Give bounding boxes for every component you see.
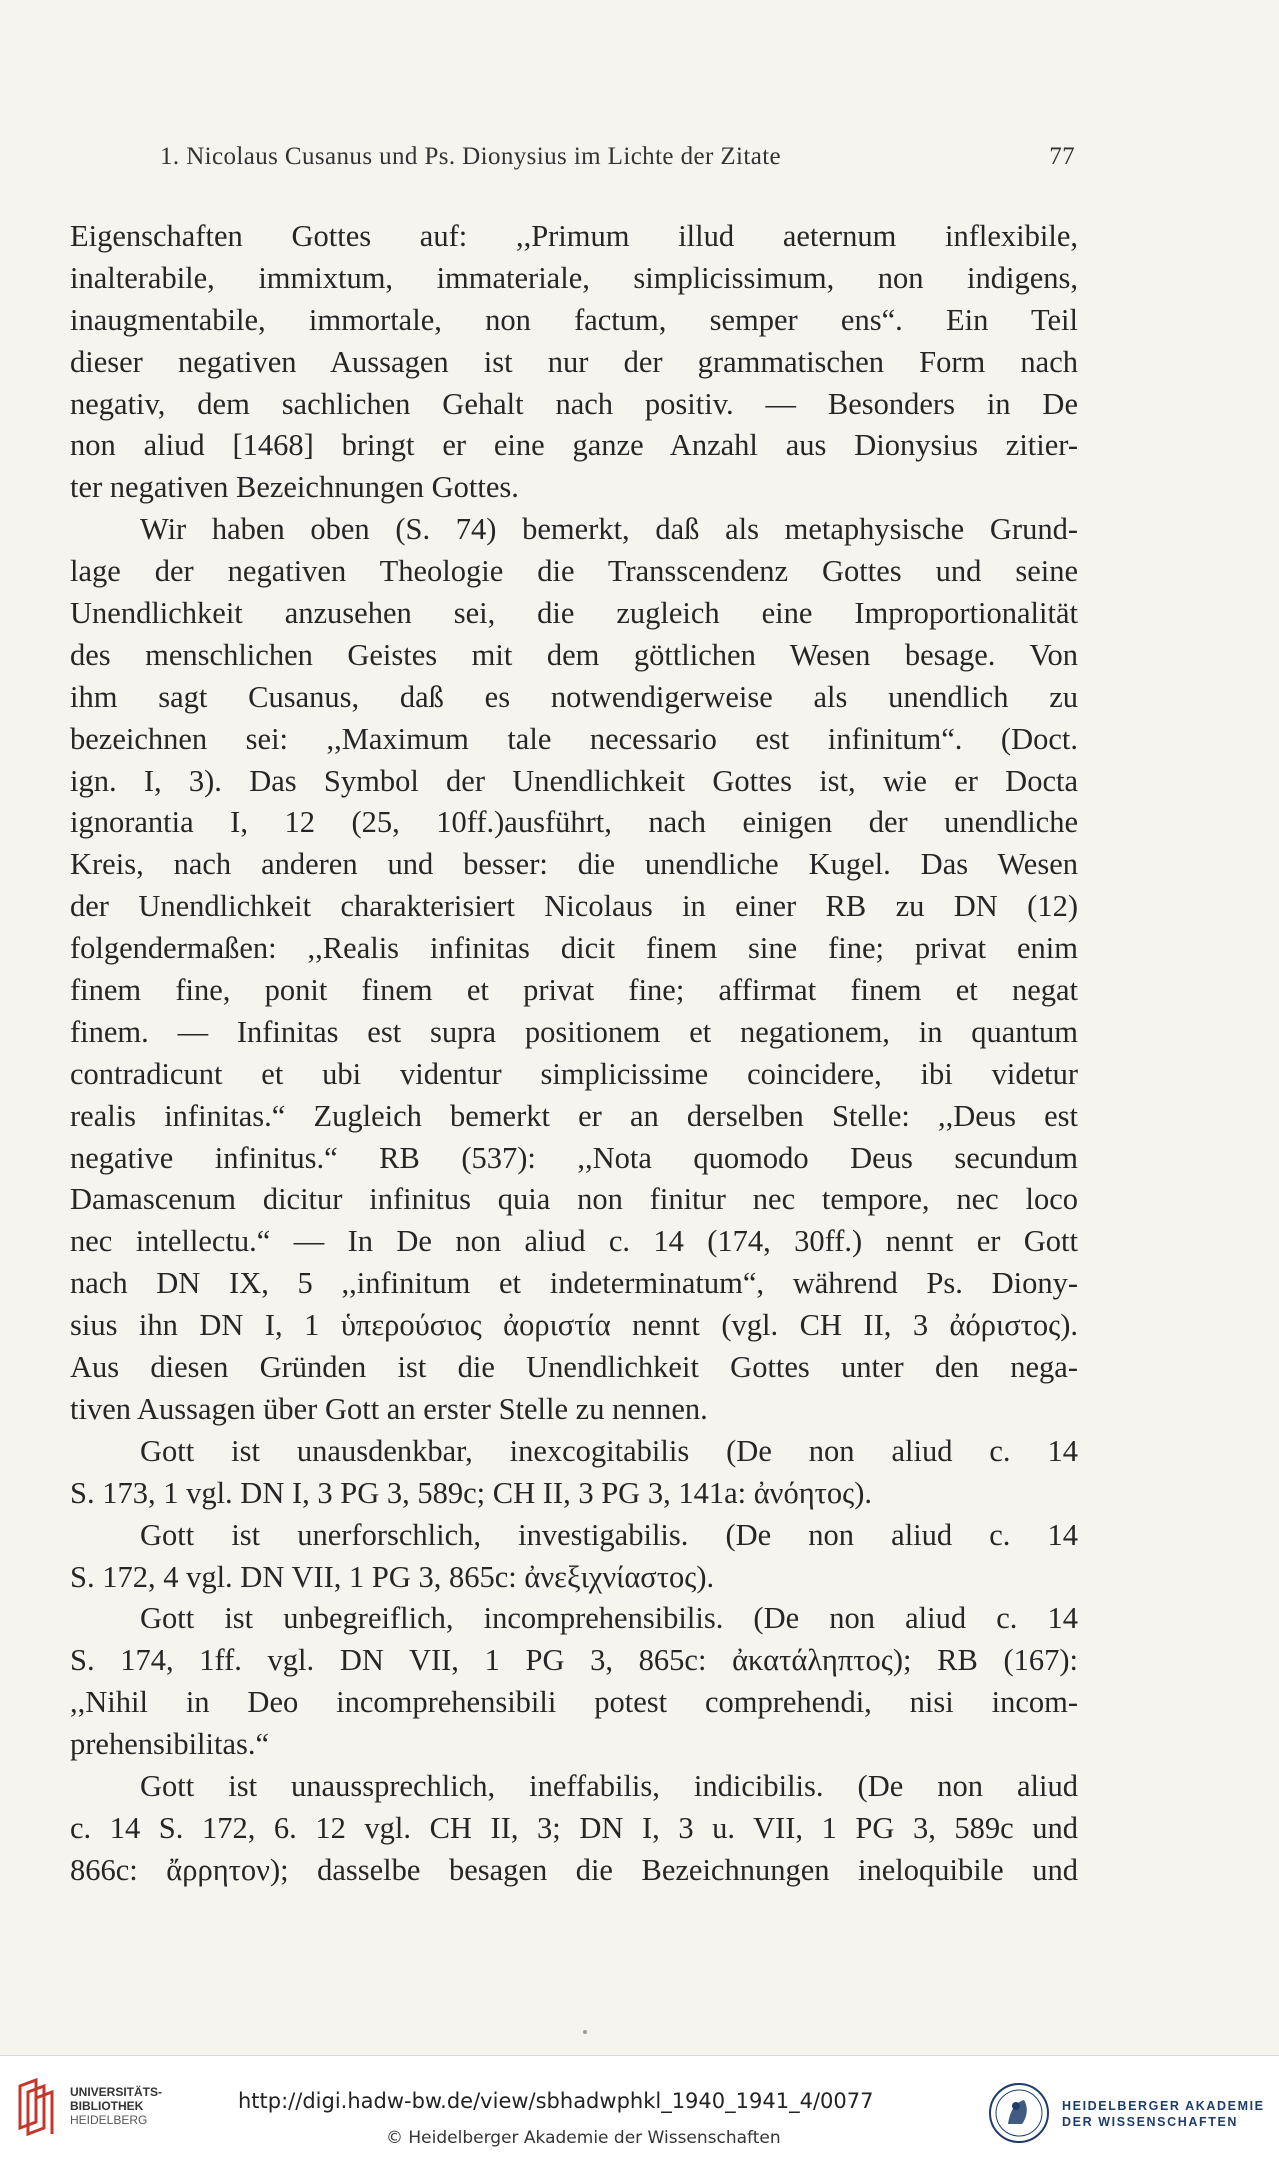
text-line: ihm sagt Cusanus, daß es notwendigerweise als unendlich zu [70, 679, 1078, 714]
text-line: S. 174, 1ff. vgl. DN VII, 1 PG 3, 865c: ἀκατάληπτος); RB (167): [70, 1643, 1078, 1678]
text-line: Eigenschaften Gottes auf: ,,Primum illud aeternum inflexibile, [70, 219, 1078, 253]
text-line: non aliud [1468] bringt er eine ganze Anzahl aus Dionysius zitier- [70, 428, 1078, 463]
text-line: Gott ist unbegreiflich, incomprehensibilis. (De non aliud c. 14 [140, 1601, 1078, 1636]
academy-line-1: HEIDELBERGER AKADEMIE [1062, 2099, 1265, 2113]
text-line: ign. I, 3). Das Symbol der Unendlichkeit Gottes ist, wie er Docta [70, 763, 1078, 798]
academy-line-2: DER WISSENSCHAFTEN [1062, 2115, 1239, 2129]
page-speck [583, 2030, 587, 2034]
text-line: nec intellectu.“ — In De non aliud c. 14 (174, 30ff.) nennt er Gott [70, 1224, 1078, 1259]
running-head-title: 1. Nicolaus Cusanus und Ps. Dionysius im Lichte der Zitate [160, 143, 782, 170]
text-line: finem. — Infinitas est supra positionem et negationem, in quantum [70, 1014, 1078, 1049]
academy-seal-icon [988, 2082, 1050, 2144]
text-line: negativ, dem sachlichen Gehalt nach positiv. — Besonders in De [70, 386, 1078, 421]
text-line: dieser negativen Aussagen ist nur der grammatischen Form nach [70, 344, 1078, 379]
body-text [70, 216, 1078, 1892]
text-line: negative infinitus.“ RB (537): ,,Nota quomodo Deus secundum [70, 1140, 1078, 1175]
text-line: sius ihn DN I, 1 ὑπερούσιος ἀοριστία nennt (vgl. CH II, 3 ἀόριστος). [70, 1308, 1078, 1343]
text-line: der Unendlichkeit charakterisiert Nicolaus in einer RB zu DN (12) [70, 889, 1078, 924]
library-line-2: BIBLIOTHEK [70, 2099, 144, 2113]
university-library-name [70, 2085, 162, 2127]
text-line: 866c: ἄρρητον); dasselbe besagen die Bezeichnungen ineloquibile und [70, 1852, 1078, 1887]
text-line: bezeichnen sei: ,,Maximum tale necessario est infinitum“. (Doct. [70, 721, 1078, 756]
text-line: inalterabile, immixtum, immateriale, simplicissimum, non indigens, [70, 260, 1078, 295]
university-library-logo-icon [14, 2078, 58, 2138]
text-line: ter negativen Bezeichnungen Gottes. [70, 470, 519, 505]
text-line: Unendlichkeit anzusehen sei, die zugleich eine Improportionalität [70, 596, 1078, 631]
text-line: ,,Nihil in Deo incomprehensibili potest comprehendi, nisi incom- [70, 1685, 1078, 1720]
text-line: c. 14 S. 172, 6. 12 vgl. CH II, 3; DN I, 3 u. VII, 1 PG 3, 589c und [70, 1810, 1078, 1845]
text-line: tiven Aussagen über Gott an erster Stelle zu nennen. [70, 1391, 708, 1426]
text-line: des menschlichen Geistes mit dem göttlichen Wesen besage. Von [70, 637, 1078, 672]
text-line: finem fine, ponit finem et privat fine; affirmat finem et negat [70, 973, 1078, 1008]
text-line: Gott ist unerforschlich, investigabilis. (De non aliud c. 14 [140, 1517, 1078, 1552]
permalink-url[interactable]: http://digi.hadw-bw.de/view/sbhadwphkl_1940_1941_4/0077 [238, 2089, 874, 2113]
library-line-1: UNIVERSITÄTS- [70, 2085, 163, 2099]
text-line: ignorantia I, 12 (25, 10ff.)ausführt, nach einigen der unendliche [70, 805, 1078, 840]
library-line-3: HEIDELBERG [70, 2113, 148, 2127]
text-line: prehensibilitas.“ [70, 1727, 270, 1762]
text-line: Damascenum dicitur infinitus quia non finitur nec tempore, nec loco [70, 1182, 1078, 1217]
text-line: Gott ist unaussprechlich, ineffabilis, indicibilis. (De non aliud [140, 1768, 1078, 1803]
text-line: contradicunt et ubi videntur simplicissime coincidere, ibi videtur [70, 1056, 1078, 1091]
text-line: S. 172, 4 vgl. DN VII, 1 PG 3, 865c: ἀνεξιχνίαστος). [70, 1559, 715, 1594]
text-line: Wir haben oben (S. 74) bemerkt, daß als metaphysische Grund- [140, 512, 1078, 547]
text-line: S. 173, 1 vgl. DN I, 3 PG 3, 589c; CH II, 3 PG 3, 141a: ἀνόητος). [70, 1475, 873, 1510]
running-head [160, 143, 1075, 171]
text-line: inaugmentabile, immortale, non factum, semper ens“. Ein Teil [70, 302, 1078, 337]
text-line: Gott ist unausdenkbar, inexcogitabilis (De non aliud c. 14 [140, 1433, 1078, 1468]
text-line: realis infinitas.“ Zugleich bemerkt er an derselben Stelle: ,,Deus est [70, 1098, 1078, 1133]
text-line: Aus diesen Gründen ist die Unendlichkeit Gottes unter den nega- [70, 1350, 1078, 1385]
text-line: Kreis, nach anderen und besser: die unendliche Kugel. Das Wesen [70, 847, 1078, 882]
academy-name [1062, 2098, 1265, 2130]
text-line: folgendermaßen: ,,Realis infinitas dicit finem sine fine; privat enim [70, 931, 1078, 966]
page-number: 77 [1049, 143, 1075, 170]
copyright-notice: © Heidelberger Akademie der Wissenschaften [386, 2128, 781, 2148]
text-line: nach DN IX, 5 ,,infinitum et indeterminatum“, während Ps. Diony- [70, 1266, 1078, 1301]
text-line: lage der negativen Theologie die Transscendenz Gottes und seine [70, 554, 1078, 589]
